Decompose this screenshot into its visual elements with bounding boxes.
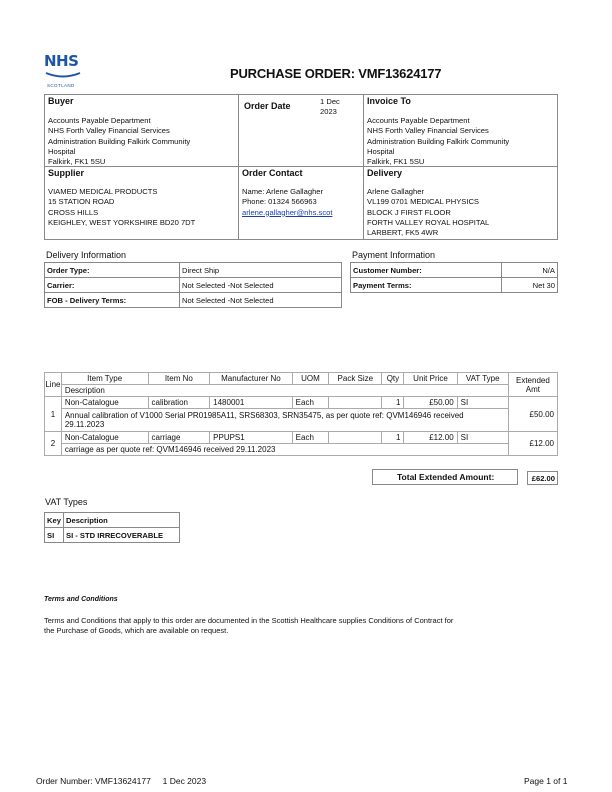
page-title: PURCHASE ORDER: VMF13624177 <box>230 66 442 81</box>
item-mfr: 1480001 <box>210 397 293 409</box>
delivery-line: Arlene Gallagher <box>367 187 424 196</box>
item-description: Annual calibration of V1000 Serial PR01985A11, SRS68303, SRN35475, as per quote ref: QVM146946 received 29.11.2023 <box>61 409 508 432</box>
item-type: Non-Catalogue <box>61 432 148 444</box>
total-value: £62.00 <box>527 471 558 485</box>
invoice-line: Administration Building Falkirk Community <box>367 136 510 146</box>
vat-description: SI - STD IRRECOVERABLE <box>64 528 180 543</box>
item-vat: SI <box>457 397 508 409</box>
item-pack <box>329 432 382 444</box>
item-line: 2 <box>45 432 62 456</box>
item-uom: Each <box>292 397 329 409</box>
delivery-info-label: Carrier: <box>45 278 180 293</box>
table-row <box>351 263 558 278</box>
items-header-row <box>45 385 558 397</box>
supplier-line: 15 STATION ROAD <box>48 197 115 207</box>
item-extended: £12.00 <box>508 432 557 456</box>
terms-line: Terms and Conditions that apply to this order are documented in the Scottish Healthcare supplies Conditions of Contract for <box>44 616 454 625</box>
supplier-block <box>48 168 236 228</box>
payment-info-heading: Payment Information <box>352 250 436 260</box>
delivery-info-value: Direct Ship <box>180 263 342 278</box>
table-row <box>45 293 342 308</box>
contact-name: Name: Arlene Gallagher <box>242 187 324 196</box>
saltire-ribbon-icon <box>44 71 82 81</box>
supplier-line: KEIGHLEY, WEST YORKSHIRE BD20 7DT <box>48 217 196 227</box>
contact-email-link[interactable]: arlene.gallagher@nhs.scot <box>242 207 333 217</box>
delivery-info-table <box>44 262 342 308</box>
table-row <box>45 432 558 444</box>
col-line: Line <box>45 373 62 397</box>
payment-info-value: N/A <box>501 263 557 278</box>
delivery-info-value: Not Selected -Not Selected <box>180 278 342 293</box>
invoice-line: Hospital <box>367 146 395 156</box>
payment-info-table <box>350 262 558 293</box>
footer-order-number: Order Number: VMF13624177 1 Dec 2023 <box>36 776 207 786</box>
delivery-info-value: Not Selected -Not Selected <box>180 293 342 308</box>
delivery-info-label: Order Type: <box>45 263 180 278</box>
buyer-line: Falkirk, FK1 5SU <box>48 157 106 167</box>
item-vat: SI <box>457 432 508 444</box>
item-no: calibration <box>148 397 210 409</box>
invoice-line: NHS Forth Valley Financial Services <box>367 126 489 136</box>
buyer-block <box>48 96 236 167</box>
payment-info-label: Payment Terms: <box>351 278 502 293</box>
vat-types-heading: VAT Types <box>45 497 88 507</box>
invoice-to-block <box>367 96 555 167</box>
item-pack <box>329 397 382 409</box>
logo-nhs-text: NHS <box>44 52 79 70</box>
payment-info-value: Net 30 <box>501 278 557 293</box>
supplier-line: CROSS HILLS <box>48 207 99 217</box>
table-row <box>45 278 342 293</box>
col-pack-size: Pack Size <box>329 373 382 385</box>
table-row <box>351 278 558 293</box>
total-label: Total Extended Amount: <box>372 469 518 485</box>
delivery-line: BLOCK J FIRST FLOOR <box>367 207 451 217</box>
payment-info-label: Customer Number: <box>351 263 502 278</box>
item-qty: 1 <box>382 432 404 444</box>
contact-phone: Phone: 01324 566963 <box>242 197 317 207</box>
delivery-line: VL199 0701 MEDICAL PHYSICS <box>367 197 479 207</box>
invoice-to-heading: Invoice To <box>367 96 411 106</box>
col-extended-amt: Extended Amt <box>508 373 557 397</box>
table-row <box>45 409 558 432</box>
order-date-value <box>320 97 340 118</box>
buyer-heading: Buyer <box>48 96 74 106</box>
col-item-no: Item No <box>148 373 210 385</box>
table-row <box>45 513 180 528</box>
table-row <box>45 444 558 456</box>
buyer-line: Accounts Payable Department <box>48 116 151 125</box>
vat-key: SI <box>45 528 64 543</box>
item-uom: Each <box>292 432 329 444</box>
invoice-line: Falkirk, FK1 5SU <box>367 157 425 167</box>
table-row <box>45 528 180 543</box>
delivery-line: LARBERT, FK5 4WR <box>367 228 439 238</box>
col-uom: UOM <box>292 373 329 385</box>
item-no: carriage <box>148 432 210 444</box>
order-contact-heading: Order Contact <box>242 168 303 178</box>
delivery-info-heading: Delivery Information <box>46 250 127 260</box>
item-extended: £50.00 <box>508 397 557 432</box>
col-item-type: Item Type <box>61 373 148 385</box>
item-description: carriage as per quote ref: QVM146946 received 29.11.2023 <box>61 444 508 456</box>
item-price: £12.00 <box>404 432 457 444</box>
item-line: 1 <box>45 397 62 432</box>
delivery-block <box>367 168 555 238</box>
buyer-line: NHS Forth Valley Financial Services <box>48 126 170 136</box>
order-date-line2: 2023 <box>320 107 337 117</box>
col-vat-type: VAT Type <box>457 373 508 385</box>
vat-col-description: Description <box>64 513 180 528</box>
col-unit-price: Unit Price <box>404 373 457 385</box>
terms-body <box>44 616 544 636</box>
delivery-heading: Delivery <box>367 168 403 178</box>
supplier-line: VIAMED MEDICAL PRODUCTS <box>48 187 158 196</box>
table-row <box>45 263 342 278</box>
logo-scotland-text: SCOTLAND <box>47 83 75 88</box>
terms-line: the Purchase of Goods, which are available on request. <box>44 626 229 635</box>
delivery-line: FORTH VALLEY ROYAL HOSPITAL <box>367 217 490 227</box>
col-qty: Qty <box>382 373 404 385</box>
item-mfr: PPUPS1 <box>210 432 293 444</box>
vat-col-key: Key <box>45 513 64 528</box>
grid-divider-v2 <box>363 94 364 240</box>
supplier-heading: Supplier <box>48 168 85 178</box>
buyer-line: Administration Building Falkirk Community <box>48 136 191 146</box>
order-contact-block <box>242 168 362 218</box>
terms-heading: Terms and Conditions <box>44 596 118 603</box>
table-row <box>45 397 558 409</box>
invoice-line: Accounts Payable Department <box>367 116 470 125</box>
order-items-table <box>44 372 558 456</box>
delivery-info-label: FOB - Delivery Terms: <box>45 293 180 308</box>
footer-page-number: Page 1 of 1 <box>524 776 568 786</box>
buyer-line: Hospital <box>48 146 76 156</box>
item-qty: 1 <box>382 397 404 409</box>
vat-types-table <box>44 512 180 543</box>
col-manufacturer-no: Manufacturer No <box>210 373 293 385</box>
nhs-scotland-logo <box>44 52 82 88</box>
items-header-row <box>45 373 558 385</box>
col-description: Description <box>61 385 508 397</box>
grid-divider-v1 <box>238 94 239 240</box>
item-price: £50.00 <box>404 397 457 409</box>
order-date-heading: Order Date <box>244 101 291 111</box>
item-type: Non-Catalogue <box>61 397 148 409</box>
order-date-line1: 1 Dec <box>320 97 340 106</box>
